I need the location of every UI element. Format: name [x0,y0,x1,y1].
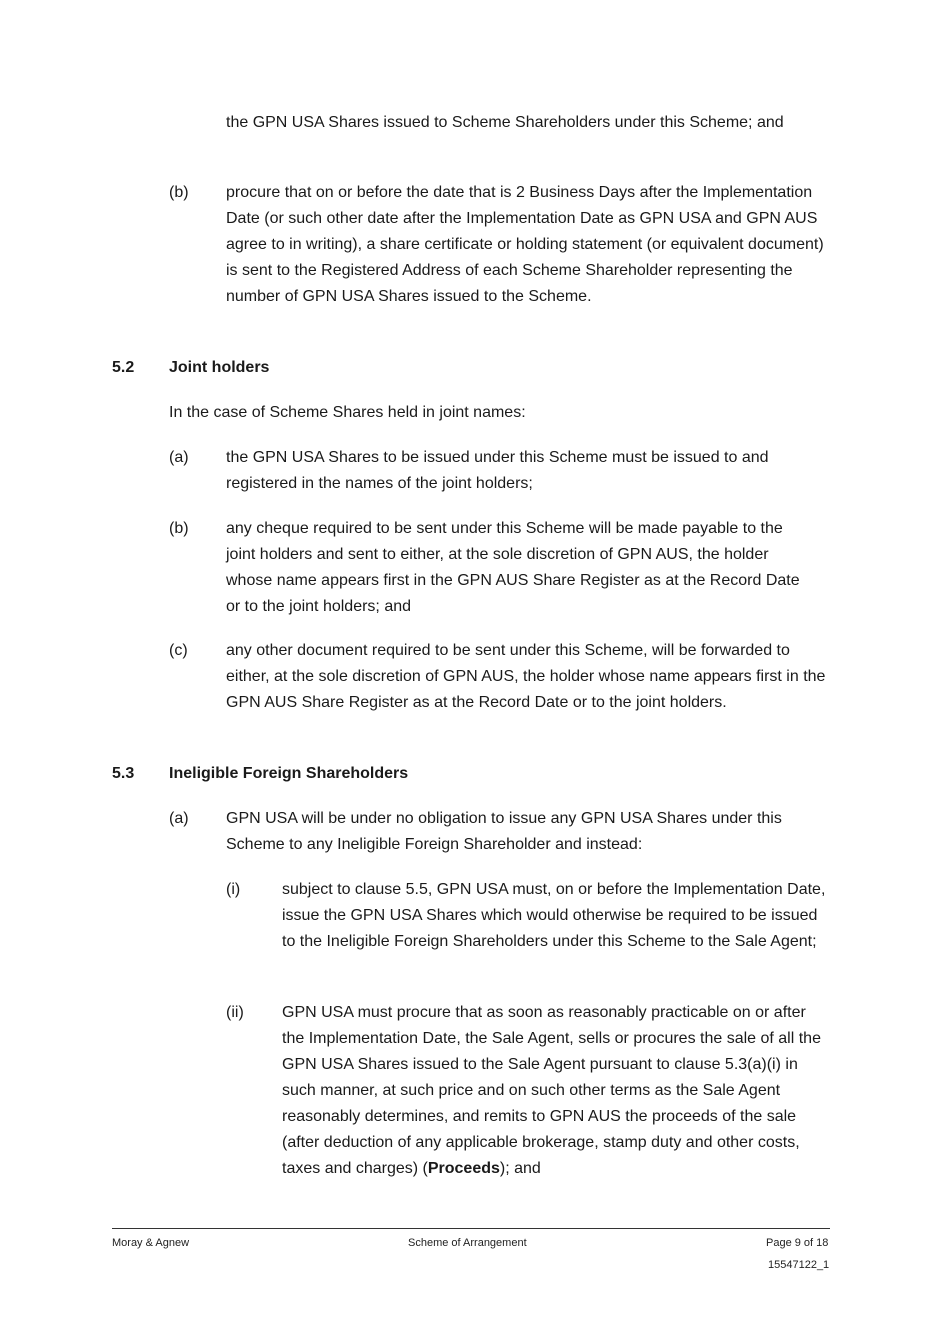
item-label: (b) [169,520,189,537]
defined-term: Proceeds [427,1160,500,1177]
subitem-text-part: ); and [499,1160,541,1177]
footer-firm: Moray & Agnew [112,1237,190,1249]
item-label: (a) [169,449,189,466]
section-heading: Joint holders [169,359,270,376]
footer-page-number: Page 9 of 18 [766,1237,829,1249]
item-text: procure that on or before the date that is 2 Business Days after the Implementation Date (or such other date after the Implementation Date as GPN USA and GPN AUS agree to in writing), a share certificate or holding statement (or equivalent document) is sent to the Registered Address of each Scheme Shareholder representing the number of GPN USA Shares issued to the Scheme. [226,184,824,305]
item-text: the GPN USA Shares to be issued under this Scheme must be issued to and registered in the names of the joint holders; [226,449,769,492]
footer-document-title: Scheme of Arrangement [408,1237,527,1249]
continuation-paragraph: the GPN USA Shares issued to Scheme Shareholders under this Scheme; and [226,114,784,131]
section-intro: In the case of Scheme Shares held in joint names: [169,404,526,421]
subitem-text-part: GPN USA must procure that as soon as reasonably practicable on or after the Implementation Date, the Sale Agent, sells or procures the sale of all the GPN USA Shares issued to the Sale Agent pursuant to clause 5.3(a)(i) in such manner, at such price and on such other terms as the Sale Agent reasonably determines, and remits to GPN AUS the proceeds of the sale (after deduction of any applicable brokerage, stamp duty and other costs, taxes and charges) ( [282,1004,821,1177]
item-text: any cheque required to be sent under this Scheme will be made payable to the joint holders and sent to either, at the sole discretion of GPN AUS, the holder whose name appears first in the GPN AUS Share Register as at the Record Date or to the joint holders; and [226,520,800,615]
section-number: 5.2 [112,359,135,376]
section-number: 5.3 [112,765,135,782]
subitem-label: (i) [226,881,241,898]
subitem-text [282,1000,830,1182]
item-label: (b) [169,184,189,201]
item-label: (a) [169,810,189,827]
subitem-label: (ii) [226,1004,244,1021]
section-heading: Ineligible Foreign Shareholders [169,765,409,782]
subitem-text: subject to clause 5.5, GPN USA must, on or before the Implementation Date, issue the GPN USA Shares which would otherwise be required to be issued to the Ineligible Foreign Shareholders under this Scheme to the Sale Agent; [282,881,826,950]
item-label: (c) [169,642,188,659]
footer-divider [112,1228,830,1229]
item-text: GPN USA will be under no obligation to issue any GPN USA Shares under this Scheme to any Ineligible Foreign Shareholder and instead: [226,810,782,853]
item-text: any other document required to be sent under this Scheme, will be forwarded to either, at the sole discretion of GPN AUS, the holder whose name appears first in the GPN AUS Share Register as at the Record Date or to the joint holders. [226,642,826,711]
footer-document-id: 15547122_1 [768,1259,830,1271]
